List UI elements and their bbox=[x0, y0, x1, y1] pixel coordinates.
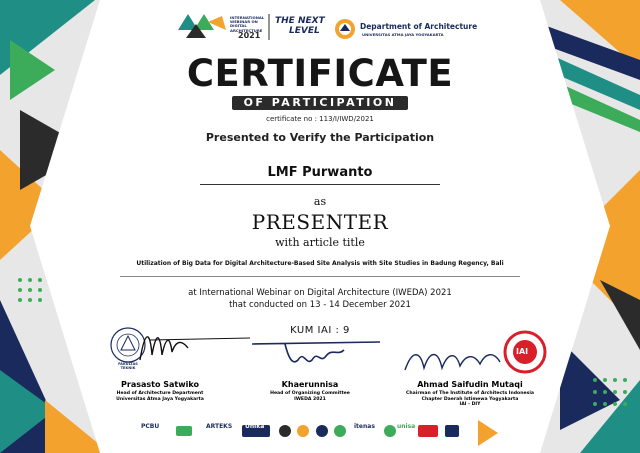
signatory-name-1: Prasasto Satwiko bbox=[121, 380, 199, 389]
certificate-number: certificate no : 113/I/IWD/2021 bbox=[266, 115, 374, 123]
event-year: 2021 bbox=[238, 31, 261, 40]
role-title: PRESENTER bbox=[251, 210, 389, 234]
certificate-title: CERTIFICATE bbox=[186, 52, 454, 95]
signatory-role-line: Head of Architecture Department bbox=[116, 391, 204, 396]
sponsor-arteks: ARTEKS bbox=[206, 423, 233, 430]
signatory-role-3 bbox=[395, 391, 545, 408]
seal-line-1: FAKULTAS bbox=[118, 362, 138, 366]
kum-label: KUM IAI : 9 bbox=[290, 325, 350, 336]
event-logo-line: WEBINAR ON bbox=[230, 19, 258, 25]
slogan-line-1: THE NEXT bbox=[275, 16, 325, 26]
event-logo-line: DIGITAL bbox=[230, 23, 247, 29]
seal-line-2: TEKNIK bbox=[120, 366, 136, 370]
event-line-2: that conducted on 13 - 14 December 2021 bbox=[229, 300, 411, 310]
sponsor-unika: Unika bbox=[245, 423, 265, 430]
signatory-role-line: Head of Organizing Committee bbox=[270, 391, 350, 396]
signatory-role-2 bbox=[240, 391, 380, 402]
signatory-role-line: IWEDA 2021 bbox=[294, 396, 326, 402]
signatory-name-3: Ahmad Saifudin Mutaqi bbox=[417, 380, 523, 389]
slogan-line-2: LEVEL bbox=[289, 26, 320, 36]
certificate-subtitle: OF PARTICIPATION bbox=[243, 96, 397, 109]
recipient-name: LMF Purwanto bbox=[267, 165, 373, 180]
event-logo-line: ARCHITECTURE bbox=[230, 27, 263, 33]
with-title-text: with article title bbox=[275, 236, 365, 249]
signatory-role-line: Chairman of The Institute of Architects Indonesia bbox=[406, 391, 534, 396]
play-icon bbox=[478, 420, 498, 446]
signature-1 bbox=[140, 337, 188, 360]
signature-3 bbox=[405, 355, 500, 371]
iai-seal-text: IAI bbox=[516, 347, 529, 356]
sponsor-itenas: itenas bbox=[354, 423, 375, 430]
signature-2 bbox=[252, 342, 380, 362]
sponsor-pcbu: PCBU bbox=[141, 423, 160, 430]
article-title: Utilization of Big Data for Digital Architecture-Based Site Analysis with Site Studies in Badung Regency, Bali bbox=[136, 260, 504, 267]
faculty-seal-text bbox=[116, 362, 140, 370]
signatory-role-line: Universitas Atma Jaya Yogyakarta bbox=[116, 396, 204, 402]
signatory-role-line: Chapter Daerah Istimewa Yogyakarta bbox=[421, 396, 519, 402]
signatory-role-1 bbox=[100, 391, 220, 402]
presented-text: Presented to Verify the Participation bbox=[205, 131, 435, 144]
event-line-1: at International Webinar on Digital Architecture (IWEDA) 2021 bbox=[188, 288, 452, 298]
signatory-role-line: IAI - DIY bbox=[459, 402, 481, 408]
signatory-name-2: Khaerunnisa bbox=[281, 380, 339, 389]
sponsor-unisa: unisa bbox=[397, 423, 416, 430]
event-logo-line: INTERNATIONAL bbox=[230, 15, 265, 20]
as-text: as bbox=[313, 195, 327, 208]
dept-name: Department of Architecture bbox=[360, 22, 478, 31]
dept-university: UNIVERSITAS ATMA JAYA YOGYAKARTA bbox=[362, 32, 444, 37]
